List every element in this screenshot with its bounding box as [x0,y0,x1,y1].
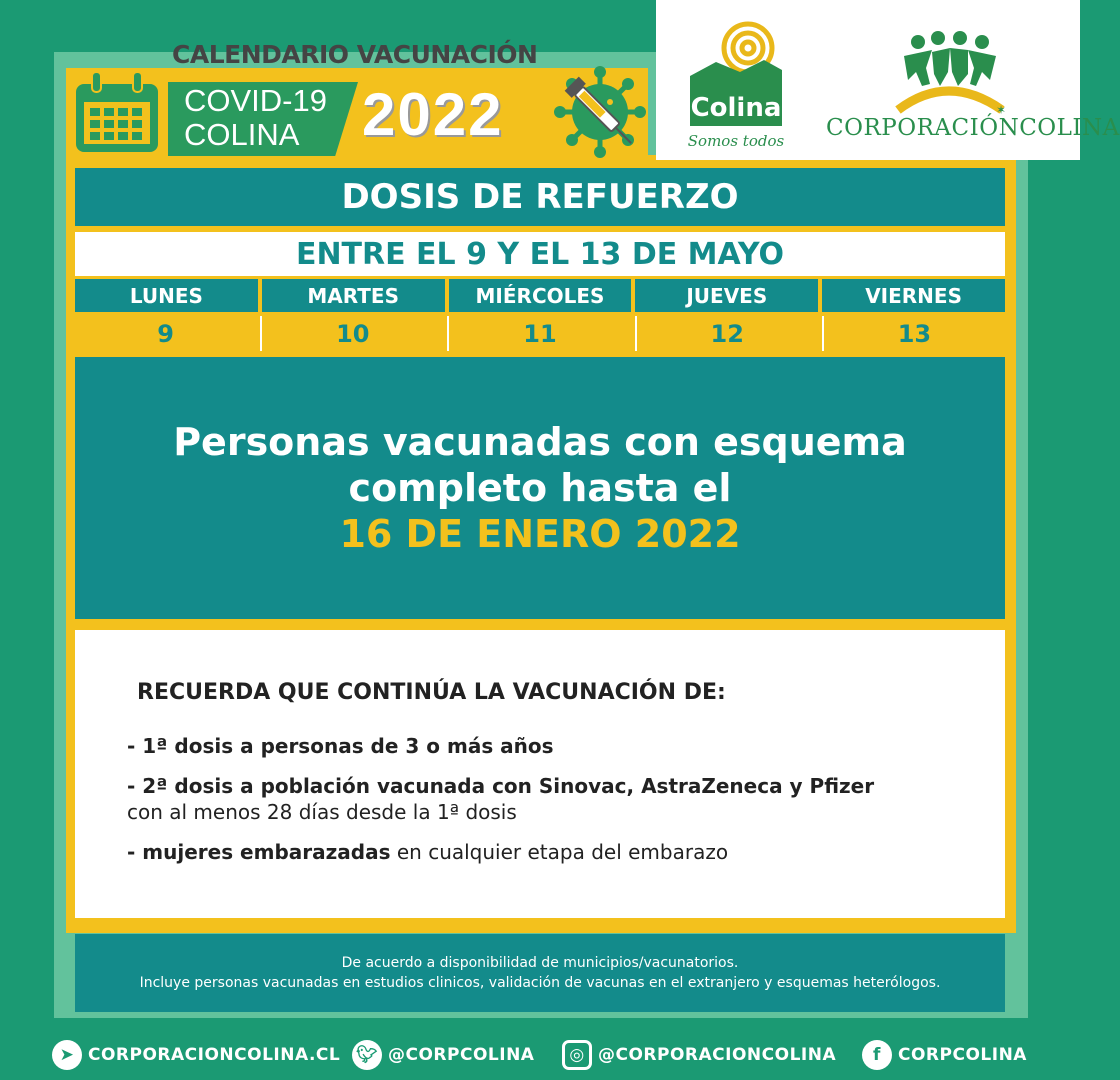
header-title: CALENDARIO VACUNACIÓN [172,40,538,69]
twitter-link[interactable]: 🐦︎ @CORPCOLINA [352,1040,562,1070]
calendar-icon [72,70,162,156]
date-cell: 10 [260,316,443,351]
eligibility-line1: Personas vacunadas con esquema [173,420,907,464]
reminder-item-pregnant: - mujeres embarazadas en cualquier etapa del embarazo [127,840,729,864]
date-cell: 13 [822,316,1005,351]
weekday-friday: VIERNES [822,279,1005,312]
disclaimer-line2: Incluye personas vacunadas en estudios clinicos, validación de vacunas en el extranjero y esquemas heterólogos. [139,975,941,991]
date-range: ENTRE EL 9 Y EL 13 DE MAYO [75,232,1005,276]
weekday-wednesday: MIÉRCOLES [449,279,632,312]
weekday-monday: LUNES [75,279,258,312]
date-cell: 11 [447,316,630,351]
reminder-item-first-dose: - 1ª dosis a personas de 3 o más años [127,734,554,758]
svg-text:Somos todos: Somos todos [687,132,785,150]
svg-text:Colina: Colina [690,93,782,123]
disclaimer-note [75,934,1005,1012]
corporacion-colina-wordmark: CORPORACIÓNCOLINA [826,115,1120,141]
svg-text:✶: ✶ [996,103,1007,117]
facebook-link[interactable]: f CORPCOLINA [862,1040,1027,1070]
year-label: 2022 [362,81,504,148]
instagram-link[interactable]: ◎ @CORPORACIONCOLINA [562,1040,862,1070]
covid-label: COVID-19 COLINA [184,83,327,152]
eligibility-panel [75,357,1005,619]
facebook-icon: f [862,1040,892,1070]
cursor-icon: ➤ [52,1040,82,1070]
twitter-icon: 🐦︎ [352,1040,382,1070]
instagram-icon: ◎ [562,1040,592,1070]
reminder-item-second-dose: - 2ª dosis a población vacunada con Sinovac, AstraZeneca y Pfizer con al menos 28 días desde la 1ª dosis [127,774,875,824]
website-link[interactable]: ➤ CORPORACIONCOLINA.CL [52,1040,352,1070]
refuerzo-title: DOSIS DE REFUERZO [75,168,1005,226]
weekdays-row [75,279,1005,312]
weekday-thursday: JUEVES [635,279,818,312]
colina-logo [686,14,792,154]
dates-row [75,316,1005,351]
disclaimer-line1: De acuerdo a disponibilidad de municipios/vacunatorios. [341,955,739,971]
date-cell: 9 [75,316,256,351]
reminder-title: RECUERDA QUE CONTINÚA LA VACUNACIÓN DE: [137,680,726,705]
weekday-tuesday: MARTES [262,279,445,312]
eligibility-date: 16 DE ENERO 2022 [339,512,741,556]
eligibility-line2: completo hasta el [348,466,732,510]
virus-syringe-icon [552,64,648,160]
social-footer [52,1038,1032,1072]
date-cell: 12 [635,316,818,351]
reminder-panel [75,630,1005,918]
